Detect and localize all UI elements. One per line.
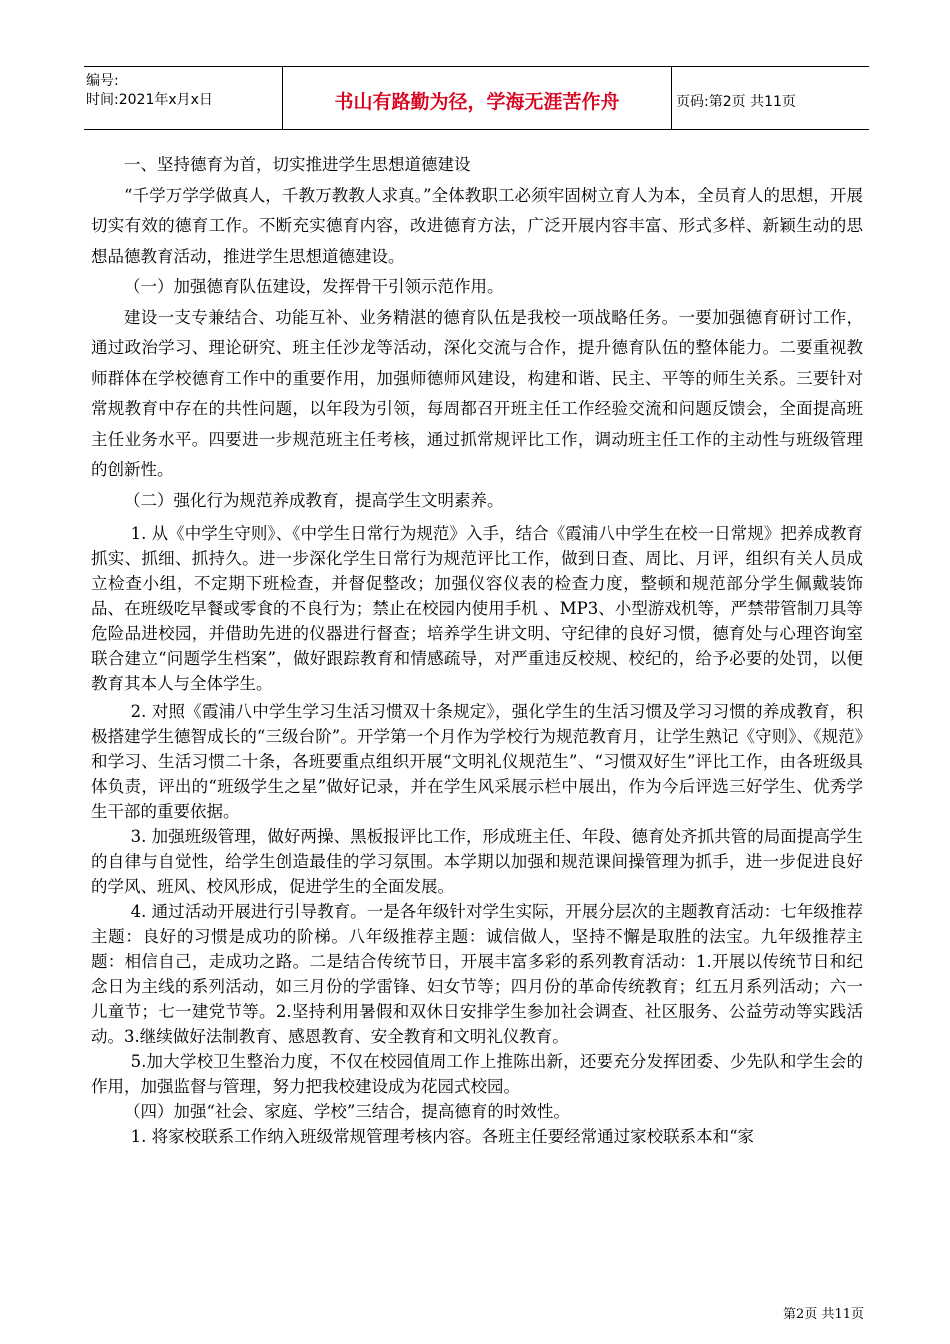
page-footer: 第2页 共11页	[783, 1307, 864, 1322]
header-meta	[84, 67, 280, 129]
list-item-3: 3. 加强班级管理，做好两操、黑板报评比工作，形成班主任、年段、德育处齐抓共管的局面提高学生的自律与自觉性，给学生创造最佳的学习氛围。本学期以加强和规范课间操管理为抓手，进一步促进良好的学风、班风、校风形成，促进学生的全面发展。	[91, 827, 863, 896]
subsection-1-body: 建设一支专兼结合、功能互补、业务精湛的德育队伍是我校一项战略任务。一要加强德育研讨工作，通过政治学习、理论研究、班主任沙龙等活动，深化交流与合作，提升德育队伍的整体能力。二要重视教师群体在学校德育工作中的重要作用，加强师德师风建设，构建和谐、民主、平等的师生关系。三要针对常规教育中存在的共性问题，以年段为引领，每周都召开班主任工作经验交流和问题反馈会，全面提高班主任业务水平。四要进一步规范班主任考核，通过抓常规评比工作，调动班主任工作的主动性与班级管理的创新性。	[91, 307, 863, 479]
subsection-2-title: （二）强化行为规范养成教育，提高学生文明素养。	[124, 490, 504, 510]
motto: 书山有路勤为径，学海无涯苦作舟	[334, 91, 620, 113]
list-item-1: 1. 从《中学生守则》、《中学生日常行为规范》入手，结合《霞浦八中学生在校一日常规》把养成教育抓实、抓细、抓持久。进一步深化学生日常行为规范评比工作，做到日查、周比、月评，组织有关人员成立检查小组，不定期下班检查，并督促整改；加强仪容仪表的检查力度，整顿和规范部分学生佩戴装饰品、在班级吃早餐或零食的不良行为；禁止在校园内使用手机 、MP3、小型游戏机等，严禁带管制刀具等危险品进校园，并借助先进的仪器进行督查；培养学生讲文明、守纪律的良好习惯，德育处与心理咨询室联合建立“问题学生档案”，做好跟踪教育和情感疏导，对严重违反校规、校纪的，给予必要的处罚，以便教育其本人与全体学生。	[91, 524, 863, 693]
list-item-5: 5.加大学校卫生整治力度，不仅在校园值周工作上推陈出新，还要充分发挥团委、少先队和学生会的作用，加强监督与管理，努力把我校建设成为花园式校园。	[91, 1052, 863, 1096]
subsection-4-title: （四）加强“社会、家庭、学校”三结合，提高德育的时效性。	[124, 1102, 570, 1121]
subsection-4-item-1: 1. 将家校联系工作纳入班级常规管理考核内容。各班主任要经常通过家校联系本和“家	[130, 1127, 755, 1146]
intro-paragraph: “千学万学学做真人，千教万教教人求真。”全体教职工必须牢固树立育人为本，全员育人的思想，开展切实有效的德育工作。不断充实德育内容，改进德育方法，广泛开展内容丰富、形式多样、新颖生动的思想品德教育活动，推进学生思想道德建设。	[91, 185, 863, 266]
list-item-2: 2. 对照《霞浦八中学生学习生活习惯双十条规定》，强化学生的生活习惯及学习习惯的养成教育，积极搭建学生德智成长的“三级台阶”。开学第一个月作为学校行为规范教育月，让学生熟记《守则》、《规范》和学习、生活习惯二十条，各班要重点组织开展“文明礼仪规范生”、“习惯双好生”评比工作，由各班级具体负责，评出的“班级学生之星”做好记录，并在学生风采展示栏中展出，作为今后评选三好学生、优秀学生干部的重要依据。	[91, 702, 863, 821]
section-title: 一、坚持德育为首，切实推进学生思想道德建设	[124, 155, 471, 174]
number-label: 编号:	[86, 73, 119, 89]
header-motto-cell	[282, 67, 672, 129]
page-code: 页码:第2页 共11页	[676, 94, 796, 110]
date-label: 时间:2021年x月x日	[86, 92, 213, 108]
subsection-1-title: （一）加强德育队伍建设，发挥骨干引领示范作用。	[124, 277, 504, 296]
page-header	[84, 66, 869, 130]
header-page-code-cell	[672, 67, 869, 129]
document-body	[91, 150, 863, 1149]
list-item-4: 4. 通过活动开展进行引导教育。一是各年级针对学生实际，开展分层次的主题教育活动：七年级推荐主题：良好的习惯是成功的阶梯。八年级推荐主题：诚信做人，坚持不懈是取胜的法宝。九年级推荐主题：相信自己，走成功之路。二是结合传统节日，开展丰富多彩的系列教育活动：1.开展以传统节日和纪念日为主线的系列活动，如三月份的学雷锋、妇女节等；四月份的革命传统教育；红五月系列活动；六一儿童节；七一建党节等。2.坚持利用暑假和双休日安排学生参加社会调查、社区服务、公益劳动等实践活动。3.继续做好法制教育、感恩教育、安全教育和文明礼仪教育。	[91, 902, 863, 1046]
